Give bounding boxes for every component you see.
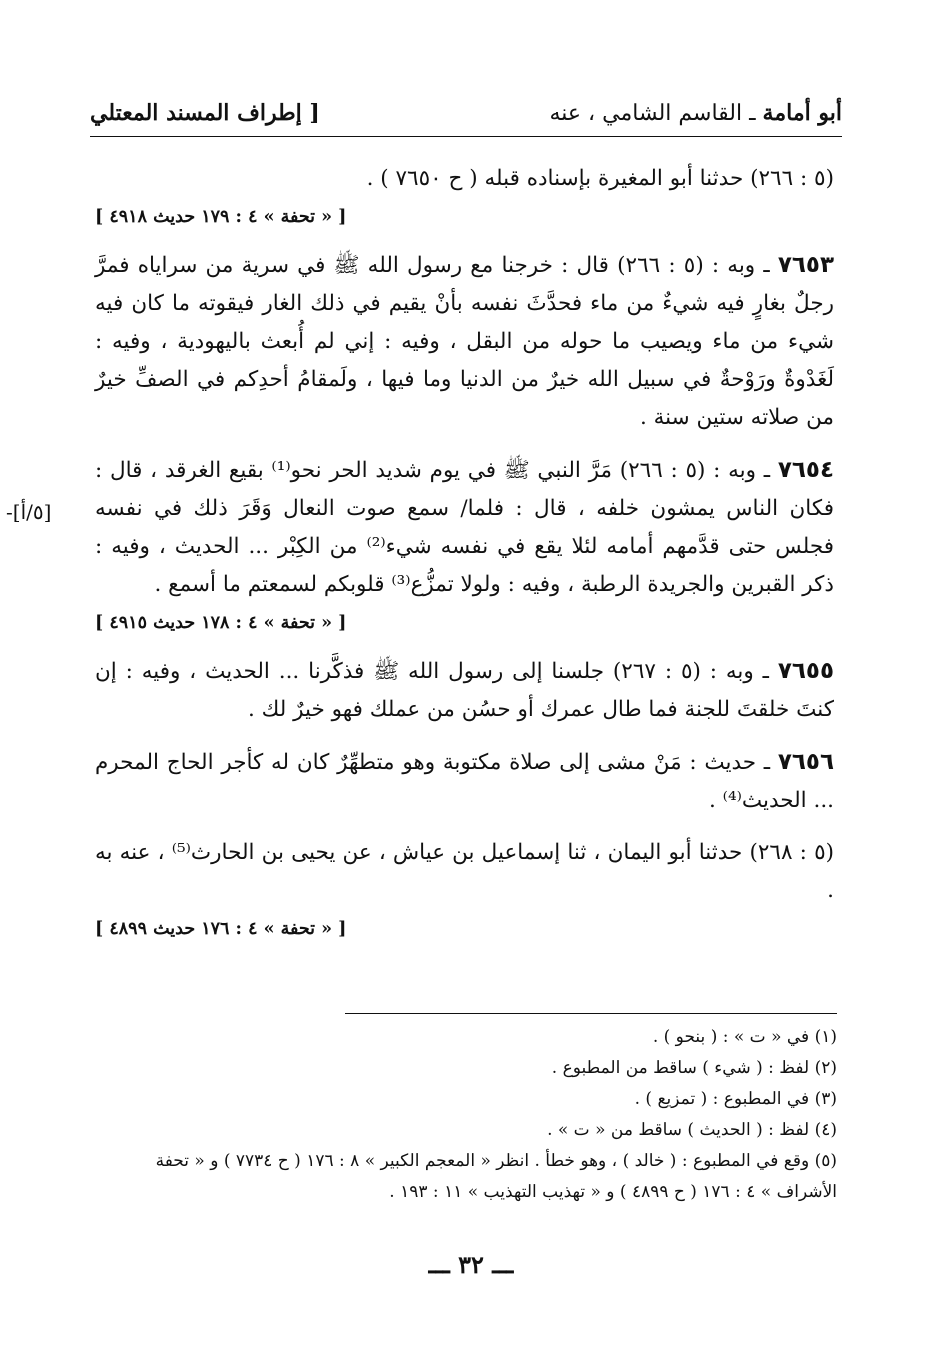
footnotes xyxy=(95,1022,837,1208)
paragraph-isnad: (٥ : ٢٦٨) حدثنا أبو اليمان ، ثنا إسماعيل بن عياش ، عن يحيى بن الحارث⁽⁵⁾ ، عنه به . xyxy=(95,840,835,903)
hadith-7656 xyxy=(95,743,834,820)
hadith-text: ـ وبه : (٥ : ٢٦٦) قال : خرجنا مع رسول الله ﷺ في سرية من سراياه فمرَّ رجلٌ بغارٍ فيه شيءٌ من ماء فحدَّثَ نفسه بأنْ يقيم في ذلك الغار فيقوته ما كان فيه شيء من ماء ويصيب ما حوله من البقل ، وفيه : إني لم أُبعث باليهودية ، وفيه : لَغَدْوةٌ ورَوْحةٌ في سبيل الله خيرٌ من الدنيا وما فيها ، ولَمقامُ أحدِكم في الصفِّ خيرٌ من صلاته ستين سنة . xyxy=(95,253,834,430)
hadith-number: ٧٦٥٤ xyxy=(777,457,834,483)
paragraph-isnad: (٥ : ٢٦٦) حدثنا أبو المغيرة بإسناده قبله ( ح ٧٦٥٠ ) . xyxy=(366,166,834,191)
header-author: أبو أمامة xyxy=(762,100,842,126)
hadith-7654 xyxy=(95,451,834,604)
hadith-number: ٧٦٥٣ xyxy=(777,252,834,278)
header-subtitle: ـ القاسم الشامي ، عنه xyxy=(549,101,763,126)
footnote: (١) في « ت » : ( بنحو ) . xyxy=(652,1027,837,1047)
footnote: (٥) وقع في المطبوع : ( خالد ) ، وهو خطأ . انظر « المعجم الكبير » ٨ : ١٧٦ ( ح ٧٧٣٤ ) و « تحفة الأشراف » ٤ : ١٧٦ ( ح ٤٨٩٩ ) و « تهذيب التهذيب » ١١ : ١٩٣ . xyxy=(155,1151,837,1202)
hadith-number: ٧٦٥٥ xyxy=(777,658,834,684)
margin-folio-note: -[٥/أ] xyxy=(6,500,52,524)
footnote-rule xyxy=(345,1013,837,1014)
hadith-7655 xyxy=(95,652,834,729)
running-header xyxy=(90,100,842,134)
main-text xyxy=(95,160,834,944)
footnote: (٤) لفظ : ( الحديث ) ساقط من « ت » . xyxy=(547,1120,837,1140)
hadith-text: ـ وبه : (٥ : ٢٦٧) جلسنا إلى رسول الله ﷺ فذكَّرنا ... الحديث ، وفيه : إن كنتَ خلقتَ للجنة فما طال عمرك أو حسُن من عملك فهو خيرٌ لك . xyxy=(95,659,834,722)
header-book-title: [ إطراف المسند المعتلي xyxy=(90,100,320,126)
hadith-text: ـ حديث : مَنْ مشى إلى صلاة مكتوبة وهو متطهِّرٌ كان له كأجر الحاج المحرم ... الحديث⁽⁴⁾ . xyxy=(95,750,834,813)
hadith-number: ٧٦٥٦ xyxy=(777,749,834,775)
header-rule xyxy=(90,136,842,137)
tuhfa-reference: [ « تحفة » ٤ : ١٧٦ حديث ٤٨٩٩ ] xyxy=(95,919,347,939)
footnote: (٢) لفظ : ( شيء ) ساقط من المطبوع . xyxy=(551,1058,837,1078)
hadith-7653 xyxy=(95,246,834,437)
tuhfa-reference: [ « تحفة » ٤ : ١٧٩ حديث ٤٩١٨ ] xyxy=(95,207,347,227)
page-number: ـــ ٣٢ ـــ xyxy=(428,1250,514,1279)
hadith-text: ـ وبه : (٥ : ٢٦٦) مَرَّ النبي ﷺ في يوم شديد الحر نحو⁽¹⁾ بقيع الغرقد ، قال : فكان الناس يمشون خلفه ، قال : فلما/ سمع صوت النعال وَقَرَ ذلك في نفسه فجلس حتى قدَّمهم أمامه لئلا يقع في نفسه شيء⁽²⁾ من الكِبْر ... الحديث ، وفيه : ذكر القبرين والجريدة الرطبة ، وفيه : ولولا تمزُّع⁽³⁾ قلوبكم لسمعتم ما أسمع . xyxy=(95,458,834,597)
tuhfa-reference: [ « تحفة » ٤ : ١٧٨ حديث ٤٩١٥ ] xyxy=(95,613,347,633)
footnote: (٣) في المطبوع : ( تمزيع ) . xyxy=(634,1089,837,1109)
header-section-title xyxy=(549,100,842,126)
